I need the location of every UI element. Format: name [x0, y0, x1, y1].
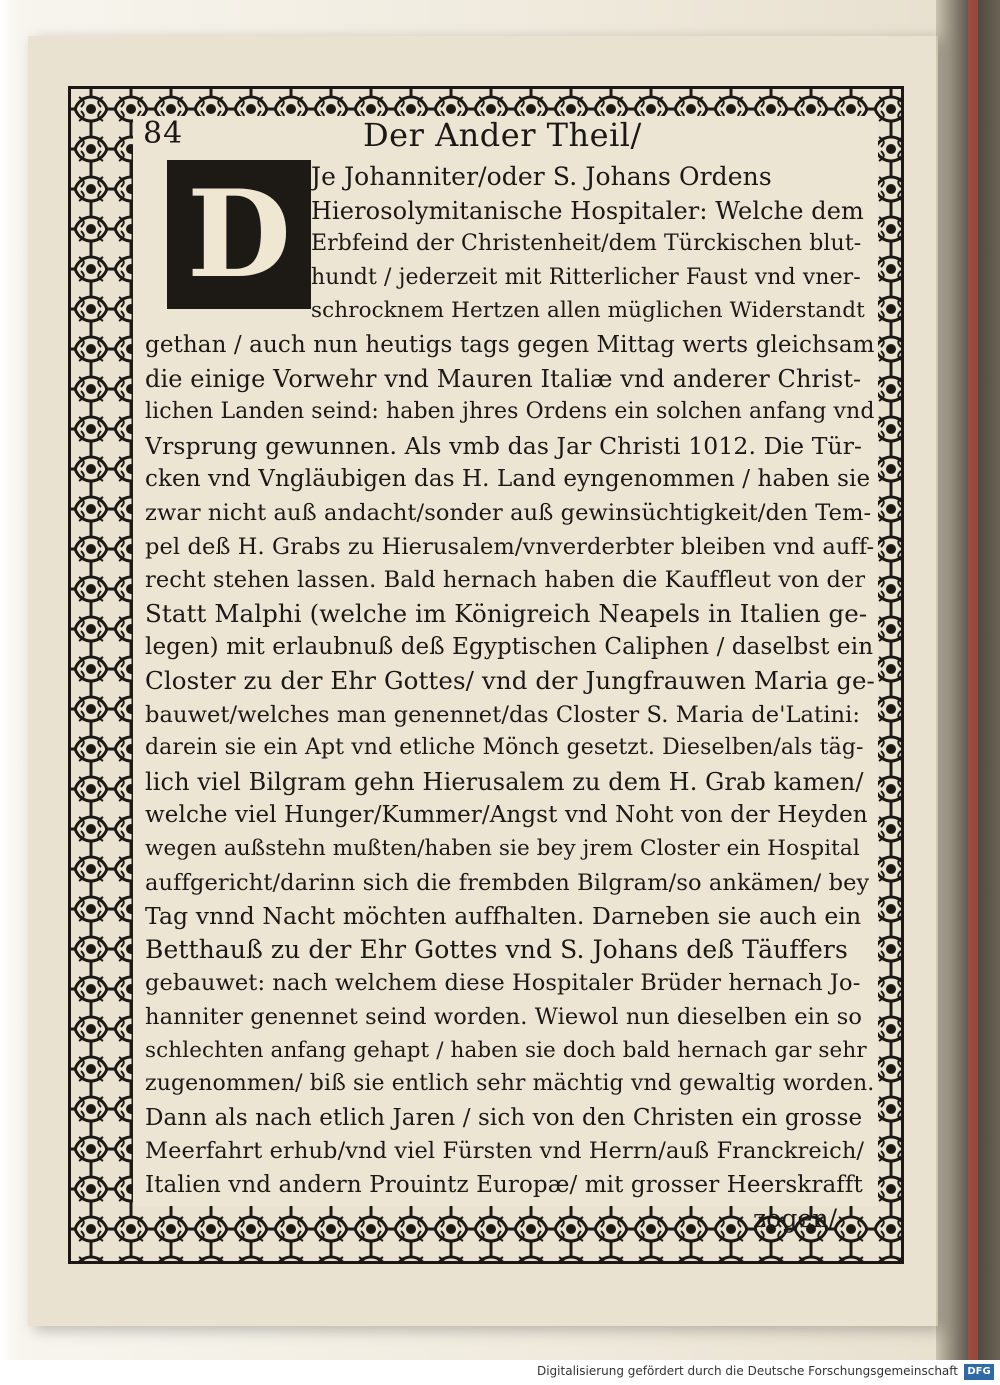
text-line: Hierosolymitanische Hospitaler: Welche dem: [311, 196, 864, 225]
text-line: die einige Vorwehr vnd Mauren Italiæ vnd anderer Christ-: [145, 364, 862, 393]
text-line: lichen Landen seind: haben jhres Ordens ein solchen anfang vnd: [145, 399, 875, 425]
book-page: [28, 36, 936, 1326]
text-line: gebauwet: nach welchem diese Hospitaler Brüder hernach Jo-: [145, 970, 861, 997]
text-line: Vrsprung gewunnen. Als vmb das Jar Christi 1012. Die Tür-: [145, 431, 863, 460]
text-line: welche viel Hunger/Kummer/Angst vnd Noht von der Heyden: [145, 802, 868, 829]
text-line: Dann als nach etlich Jaren / sich von den Christen ein grosse: [145, 1104, 863, 1131]
text-line: auffgericht/darinn sich die frembden Bilgram/so ankämen/ bey: [145, 869, 870, 896]
text-line: bauwet/welches man genennet/das Closter S. Maria de'Latini:: [145, 701, 861, 728]
text-line: cken vnd Vngläubigen das H. Land eyngenommen / haben sie: [145, 466, 871, 493]
text-line: recht stehen lassen. Bald hernach haben die Kauffleut von der: [145, 567, 866, 594]
text-block: [133, 116, 878, 1233]
funding-credit: Digitalisierung gefördert durch die Deutsche Forschungsgemeinschaft: [536, 1364, 958, 1378]
text-line: lich viel Bilgram gehn Hierusalem zu dem H. Grab kamen/: [145, 767, 864, 796]
text-line: Je Johanniter/oder S. Johans Ordens: [311, 162, 772, 191]
text-line: Tag vnnd Nacht möchten auffhalten. Darneben sie auch ein: [145, 902, 862, 931]
initial-letter: D: [186, 163, 292, 305]
text-line: legen) mit erlaubnuß deß Egyptischen Caliphen / daselbst ein: [145, 634, 874, 661]
text-line: Betthauß zu der Ehr Gottes vnd S. Johans deß Täuffers: [145, 934, 848, 964]
text-line: pel deß H. Grabs zu Hierusalem/vnverderbter bleiben vnd auff-: [145, 533, 875, 560]
text-line: Erbfeind der Christenheit/dem Türckischen blut-: [311, 231, 862, 257]
text-line: hundt / jederzeit mit Ritterlicher Faust vnd vner-: [311, 264, 861, 290]
text-line: gethan / auch nun heutigs tags gegen Mittag werts gleichsam: [145, 332, 875, 358]
page-number: 84: [143, 116, 184, 151]
body-text: [133, 116, 878, 1233]
spine-binding-edge: [968, 0, 978, 1360]
text-line: hanniter genennet seind worden. Wiewol nun dieselben ein so: [145, 1004, 863, 1030]
running-title: Der Ander Theil/: [363, 116, 642, 154]
dfg-logo: DFG: [964, 1364, 994, 1380]
text-line: darein sie ein Apt vnd etliche Mönch gesetzt. Dieselben/als täg-: [145, 735, 864, 761]
text-line: schlechten anfang gehapt / haben sie doch bald hernach gar sehr: [145, 1037, 867, 1063]
text-line: zogen/: [753, 1203, 838, 1233]
text-line: zugenommen/ biß sie entlich sehr mächtig vnd gewaltig worden.: [145, 1071, 875, 1097]
text-line: Italien vnd andern Prouintz Europæ/ mit grosser Heerskrafft: [145, 1172, 863, 1198]
text-line: Statt Malphi (welche im Königreich Neapels in Italien ge-: [145, 598, 868, 628]
text-line: Closter zu der Ehr Gottes/ vnd der Jungfrauwen Maria ge-: [145, 666, 875, 695]
text-line: Meerfahrt erhub/vnd viel Fürsten vnd Herrn/auß Franckreich/: [145, 1138, 865, 1165]
text-line: zwar nicht auß andacht/sonder auß gewinsüchtigkeit/den Tem-: [145, 500, 872, 526]
text-line: schrocknem Hertzen allen müglichen Widerstandt: [311, 298, 865, 324]
text-line: wegen außstehn mußten/haben sie bey jrem Closter ein Hospital: [145, 836, 860, 861]
